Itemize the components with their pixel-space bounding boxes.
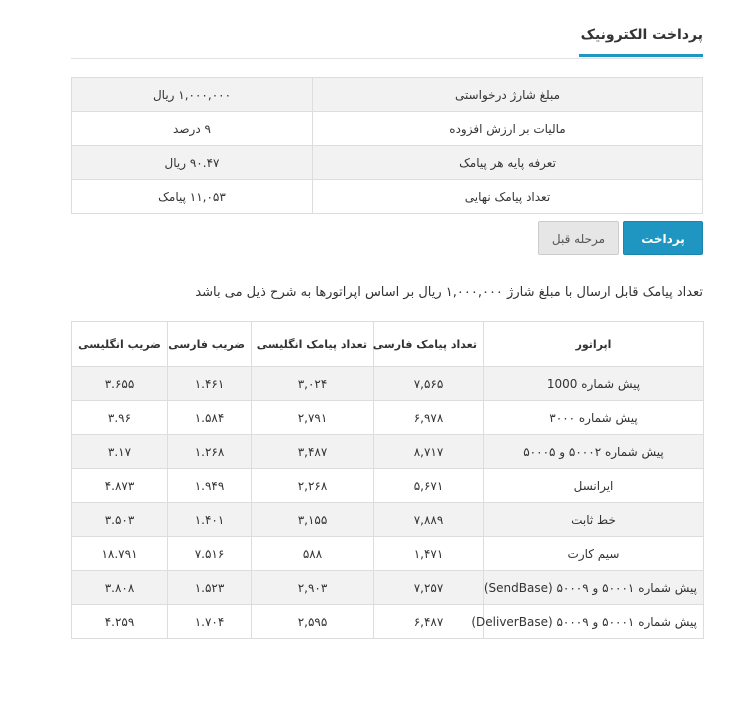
sms-en-count: ۳,۴۸۷: [252, 435, 374, 469]
summary-label: تعرفه پایه هر پیامک: [313, 146, 703, 180]
operator-name: پیش شماره ۵۰۰۰۱ و ۵۰۰۰۹ (SendBase): [484, 571, 704, 605]
sms-fa-count: ۷,۲۵۷: [374, 571, 484, 605]
pay-button[interactable]: پرداخت: [623, 221, 703, 255]
summary-label: مبلغ شارژ درخواستی: [313, 78, 703, 112]
coef-fa: ۱.۹۴۹: [168, 469, 252, 503]
operators-header-row: [72, 322, 704, 367]
operator-name: پیش شماره 1000: [484, 367, 704, 401]
header-coef-en: ضریب انگلیسی: [72, 322, 168, 367]
table-row: [72, 537, 704, 571]
sms-en-count: ۳,۰۲۴: [252, 367, 374, 401]
summary-row-requested-amount: [72, 78, 703, 112]
coef-en: ۳.۸۰۸: [72, 571, 168, 605]
summary-value: ۹۰.۴۷ ریال: [72, 146, 313, 180]
coef-fa: ۱.۴۶۱: [168, 367, 252, 401]
coef-en: ۱۸.۷۹۱: [72, 537, 168, 571]
payment-summary-table: [71, 77, 703, 214]
table-row: [72, 401, 704, 435]
coef-fa: ۷.۵۱۶: [168, 537, 252, 571]
header-sms-en: تعداد پیامک انگلیسی: [252, 322, 374, 367]
operators-table: [71, 321, 704, 639]
summary-value: ۹ درصد: [72, 112, 313, 146]
summary-value: ۱,۰۰۰,۰۰۰ ریال: [72, 78, 313, 112]
table-row: [72, 367, 704, 401]
sms-en-count: ۲,۲۶۸: [252, 469, 374, 503]
coef-fa: ۱.۴۰۱: [168, 503, 252, 537]
sms-en-count: ۳,۱۵۵: [252, 503, 374, 537]
operator-name: سیم کارت: [484, 537, 704, 571]
sms-en-count: ۵۸۸: [252, 537, 374, 571]
coef-en: ۳.۱۷: [72, 435, 168, 469]
operator-name: ایرانسل: [484, 469, 704, 503]
sms-en-count: ۲,۵۹۵: [252, 605, 374, 639]
sms-fa-count: ۷,۸۸۹: [374, 503, 484, 537]
coef-en: ۴.۲۵۹: [72, 605, 168, 639]
coef-fa: ۱.۷۰۴: [168, 605, 252, 639]
coef-fa: ۱.۲۶۸: [168, 435, 252, 469]
summary-label: تعداد پیامک نهایی: [313, 180, 703, 214]
table-row: [72, 571, 704, 605]
payment-page: [71, 0, 703, 629]
operator-name: پیش شماره ۵۰۰۰۱ و ۵۰۰۰۹ (DeliverBase): [484, 605, 704, 639]
sms-fa-count: ۵,۶۷۱: [374, 469, 484, 503]
sms-fa-count: ۱,۴۷۱: [374, 537, 484, 571]
operator-name: پیش شماره ۳۰۰۰: [484, 401, 704, 435]
sms-fa-count: ۶,۴۸۷: [374, 605, 484, 639]
previous-step-button[interactable]: مرحله قبل: [538, 221, 619, 255]
table-row: [72, 605, 704, 639]
coef-en: ۴.۸۷۳: [72, 469, 168, 503]
coef-en: ۳.۶۵۵: [72, 367, 168, 401]
summary-row-final-sms-count: [72, 180, 703, 214]
operator-name: پیش شماره ۵۰۰۰۲ و ۵۰۰۰۵: [484, 435, 704, 469]
coef-fa: ۱.۵۲۳: [168, 571, 252, 605]
summary-label: مالیات بر ارزش افزوده: [313, 112, 703, 146]
action-buttons: [538, 221, 703, 255]
table-row: [72, 469, 704, 503]
header-coef-fa: ضریب فارسی: [168, 322, 252, 367]
page-title: پرداخت الکترونیک: [579, 27, 703, 57]
table-row: [72, 435, 704, 469]
sms-fa-count: ۸,۷۱۷: [374, 435, 484, 469]
sms-en-count: ۲,۹۰۳: [252, 571, 374, 605]
sms-fa-count: ۷,۵۶۵: [374, 367, 484, 401]
coef-en: ۳.۵۰۳: [72, 503, 168, 537]
header-operator: اپراتور: [484, 322, 704, 367]
coef-en: ۳.۹۶: [72, 401, 168, 435]
operator-name: خط ثابت: [484, 503, 704, 537]
sms-fa-count: ۶,۹۷۸: [374, 401, 484, 435]
summary-value: ۱۱,۰۵۳ پیامک: [72, 180, 313, 214]
summary-row-vat: [72, 112, 703, 146]
summary-row-base-tariff: [72, 146, 703, 180]
header-sms-fa: تعداد پیامک فارسی: [374, 322, 484, 367]
operators-description: تعداد پیامک قابل ارسال با مبلغ شارژ ۱,۰۰۰,۰۰۰ ریال بر اساس اپراتورها به شرح ذیل می باشد: [195, 285, 703, 300]
page-header: [71, 0, 703, 59]
sms-en-count: ۲,۷۹۱: [252, 401, 374, 435]
coef-fa: ۱.۵۸۴: [168, 401, 252, 435]
table-row: [72, 503, 704, 537]
